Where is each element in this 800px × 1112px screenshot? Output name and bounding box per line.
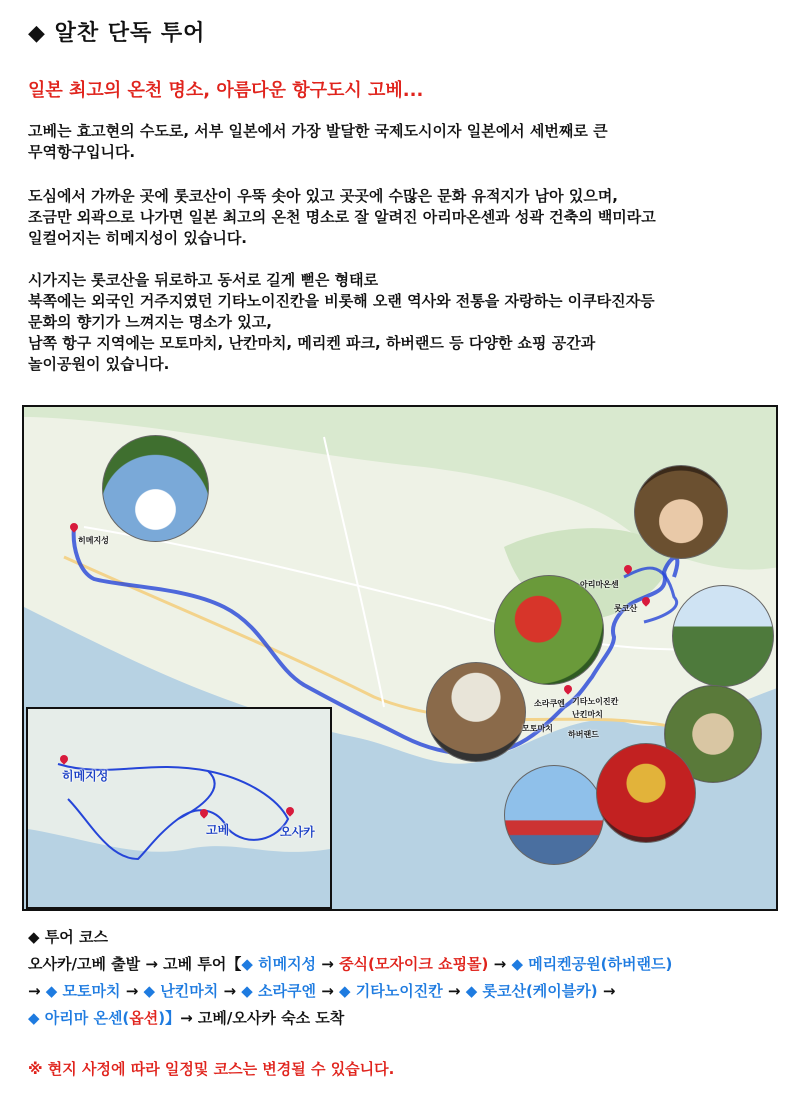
garden-photo bbox=[494, 575, 604, 685]
stop-motomachi: ◆ 모토마치 bbox=[45, 982, 121, 1000]
stop-kitano: ◆ 기타노이진칸 bbox=[339, 982, 443, 1000]
himeji-castle-photo bbox=[102, 435, 209, 542]
course-itinerary bbox=[28, 951, 788, 1032]
arrow: → bbox=[442, 982, 466, 1000]
label-himeji: 히메지성 bbox=[78, 536, 109, 545]
stop-nankinmachi: ◆ 난킨마치 bbox=[143, 982, 219, 1000]
headline: 일본 최고의 온천 명소, 아름다운 항구도시 고베... bbox=[28, 80, 424, 101]
label-arima: 아리마온센 bbox=[580, 580, 619, 589]
arrow: → bbox=[597, 982, 616, 1000]
arrow: → bbox=[316, 955, 340, 973]
inset-label-himeji: 히메지성 bbox=[62, 769, 109, 783]
stop-rokko: ◆ 롯코산(케이블카) bbox=[465, 982, 598, 1000]
attractions-paragraph: 도심에서 가까운 곳에 롯코산이 우뚝 솟아 있고 곳곳에 수많은 문화 유적지가 남아 있으며, 조금만 외곽으로 나가면 일본 최고의 온천 명소로 잘 알려진 아리마온센과 성곽 건축의 백미라고 일컬어지는 히메지성이 있습니다. bbox=[28, 187, 656, 247]
label-motomachi: 모토마치 bbox=[522, 724, 553, 733]
inset-label-osaka: 오사카 bbox=[280, 825, 315, 839]
label-sorakuen: 소라쿠엔 bbox=[534, 699, 565, 708]
arrow: → bbox=[120, 982, 144, 1000]
arrow: → bbox=[218, 982, 242, 1000]
label-nankin: 난킨마치 bbox=[572, 710, 603, 719]
shopping-arcade-photo bbox=[426, 662, 526, 762]
inset-label-kobe: 고베 bbox=[206, 823, 230, 837]
notice: ※ 현지 사정에 따라 일정및 코스는 변경될 수 있습니다. bbox=[28, 1060, 395, 1078]
label-harborland: 하버랜드 bbox=[568, 730, 599, 739]
rokko-mountain-photo bbox=[672, 585, 774, 687]
inset-map bbox=[26, 707, 332, 909]
arrow: → bbox=[488, 955, 512, 973]
intro-paragraph: 고베는 효고현의 수도로, 서부 일본에서 가장 발달한 국제도시이자 일본에서 세번째로 큰 무역항구입니다. bbox=[28, 122, 608, 161]
nankinmachi-photo bbox=[596, 743, 696, 843]
page-title: ◆ 알찬 단독 투어 bbox=[28, 21, 206, 46]
stop-sorakuen: ◆ 소라쿠엔 bbox=[241, 982, 316, 1000]
city-paragraph: 시가지는 롯코산을 뒤로하고 동서로 길게 뻗은 형태로 북쪽에는 외국인 거주지였던 기타노이진칸을 비롯해 오랜 역사와 전통을 자랑하는 이쿠타진자등 문화의 향기가 느껴지는 명소가 있고, 남쪽 항구 지역에는 모토마치, 난칸마치, 메리켄 파크, 하버랜드 등 다양한 쇼핑 공간과 놀이공원이 있습니다. bbox=[28, 271, 655, 373]
inset-map-background bbox=[28, 709, 330, 907]
bracket-close: )】 bbox=[158, 1009, 181, 1027]
option-tag: 옵션 bbox=[129, 1009, 159, 1027]
label-rokko: 롯코산 bbox=[614, 604, 638, 613]
arrow: → bbox=[28, 982, 46, 1000]
label-kitano: 기타노이진칸 bbox=[572, 697, 619, 706]
arima-onsen-photo bbox=[634, 465, 728, 559]
port-tower-photo bbox=[504, 765, 604, 865]
course-heading: ◆ 투어 코스 bbox=[28, 928, 108, 946]
route-map bbox=[22, 405, 778, 911]
stop-meriken: ◆ 메리켄공원(하버랜드) bbox=[511, 955, 673, 973]
stop-himeji: ◆ 히메지성 bbox=[241, 955, 317, 973]
course-end: → 고베/오사카 숙소 도착 bbox=[180, 1009, 345, 1027]
stop-lunch: 중식(모자이크 쇼핑몰) bbox=[339, 955, 489, 973]
stop-arima: ◆ 아리마 온센( bbox=[28, 1009, 130, 1027]
course-start: 오사카/고베 출발 → 고베 투어【 bbox=[28, 955, 242, 973]
arrow: → bbox=[315, 982, 339, 1000]
